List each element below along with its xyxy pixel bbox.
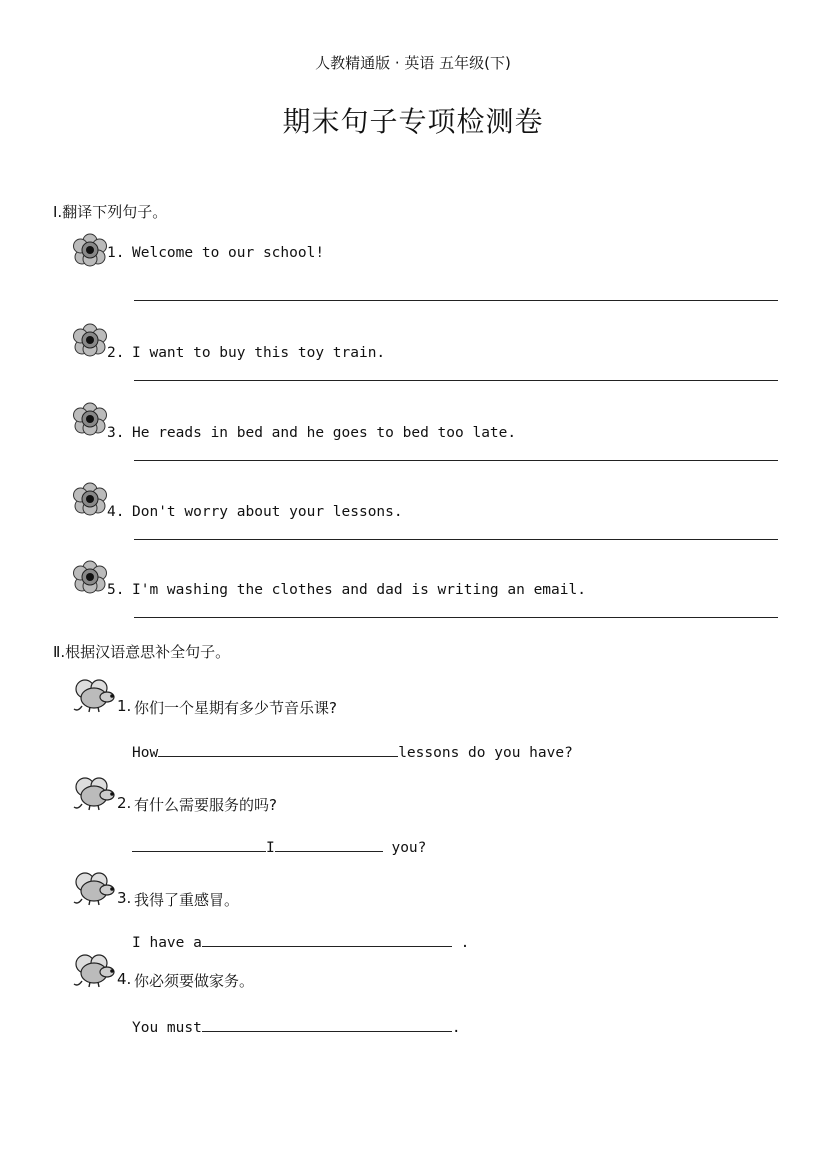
- s2-item3-num: 3.: [117, 889, 132, 907]
- s2-item3-blank[interactable]: [202, 932, 452, 947]
- page-title: 期末句子专项检测卷: [282, 105, 544, 138]
- s1-item3-answer-line[interactable]: [134, 460, 778, 461]
- s2-item4-blank[interactable]: [202, 1017, 452, 1032]
- s2-item2-blank2[interactable]: [275, 837, 383, 852]
- s2-item4-chinese: 你必须要做家务。: [134, 972, 255, 990]
- flower-icon: [72, 482, 108, 518]
- s2-item2-num: 2.: [117, 794, 132, 812]
- s2-item1-chinese: 你们一个星期有多少节音乐课?: [134, 699, 337, 717]
- s1-item1-text: Welcome to our school!: [132, 245, 325, 261]
- s2-item4-sentence: [132, 1017, 461, 1036]
- s1-item4-text: Don't worry about your lessons.: [132, 504, 403, 520]
- s1-item3-text: He reads in bed and he goes to bed too late.: [132, 425, 517, 441]
- s1-item3-num: 3.: [107, 425, 125, 441]
- s1-item2-answer-line[interactable]: [134, 380, 778, 381]
- s1-item1-num: 1.: [107, 245, 125, 261]
- flower-icon: [72, 233, 108, 269]
- flower-icon: [72, 560, 108, 596]
- s1-item2-text: I want to buy this toy train.: [132, 345, 386, 361]
- mouse-icon: [72, 777, 118, 811]
- s1-item4-num: 4.: [107, 504, 125, 520]
- s2-item2-post: you?: [382, 840, 427, 856]
- s1-item5-answer-line[interactable]: [134, 617, 778, 618]
- s2-item3-chinese: 我得了重感冒。: [134, 891, 240, 909]
- s2-item1-pre: How: [132, 745, 159, 761]
- s2-item2-sentence: [132, 837, 426, 856]
- s1-item5-text: I'm washing the clothes and dad is writing an email.: [132, 582, 586, 598]
- s2-item3-post: .: [451, 935, 470, 951]
- s1-item2-num: 2.: [107, 345, 125, 361]
- section1-heading: Ⅰ.翻译下列句子。: [53, 203, 168, 221]
- flower-icon: [72, 323, 108, 359]
- s1-item5-num: 5.: [107, 582, 125, 598]
- mouse-icon: [72, 679, 118, 713]
- s2-item4-pre: You must: [132, 1020, 202, 1036]
- s2-item4-post: .: [451, 1020, 461, 1036]
- s2-item2-chinese: 有什么需要服务的吗?: [134, 796, 277, 814]
- s2-item4-num: 4.: [117, 970, 132, 988]
- mouse-icon: [72, 954, 118, 988]
- page-header: 人教精通版 · 英语 五年级(下): [315, 54, 511, 72]
- mouse-icon: [72, 872, 118, 906]
- s2-item2-blank1[interactable]: [132, 837, 266, 852]
- section2-heading: Ⅱ.根据汉语意思补全句子。: [53, 643, 231, 661]
- s2-item3-sentence: [132, 932, 469, 951]
- s2-item1-num: 1.: [117, 697, 132, 715]
- s2-item1-sentence: [132, 742, 573, 761]
- s2-item2-mid: I: [266, 840, 275, 856]
- s2-item1-blank[interactable]: [158, 742, 398, 757]
- flower-icon: [72, 402, 108, 438]
- s2-item3-pre: I have a: [132, 935, 202, 951]
- s1-item1-answer-line[interactable]: [134, 300, 778, 301]
- s2-item1-mid: lessons do you have?: [398, 745, 573, 761]
- s1-item4-answer-line[interactable]: [134, 539, 778, 540]
